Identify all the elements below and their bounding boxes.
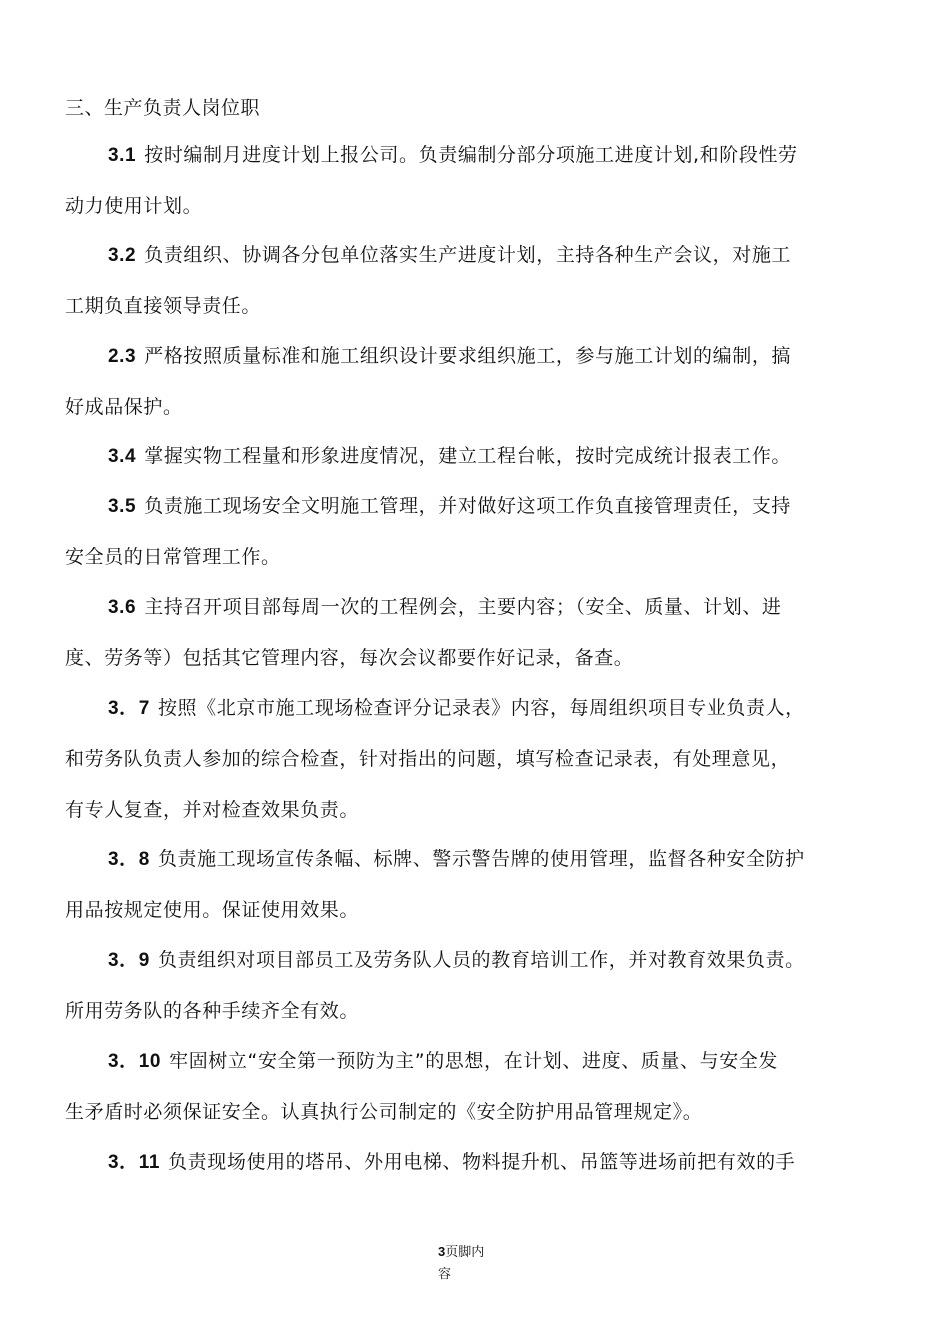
- paragraph-line: 生矛盾时必须保证安全。认真执行公司制定的《安全防护用品管理规定》。: [65, 1101, 703, 1123]
- paragraph-line: 负责施工现场安全文明施工管理，并对做好这项工作负直接管理责任，支持: [144, 495, 792, 517]
- paragraph-line: 负责组织对项目部员工及劳务队人员的教育培训工作，并对教育效果负责。: [157, 949, 805, 971]
- paragraph-line: 按时编制月进度计划上报公司。负责编制分部分项施工进度计划,和阶段性劳: [144, 144, 798, 166]
- paragraph-3-2: [65, 230, 890, 332]
- clause-number: 3．9: [108, 950, 150, 971]
- paragraph-line: 安全员的日常管理工作。: [65, 546, 281, 568]
- page-number: 3: [438, 1244, 446, 1259]
- clause-number: 3.2: [108, 245, 137, 266]
- clause-number: 3．10: [108, 1051, 162, 1072]
- paragraph-3-8: [65, 834, 890, 936]
- paragraph-3-6: [65, 582, 890, 684]
- paragraph-line: 掌握实物工程量和形象进度情况，建立工程台帐，按时完成统计报表工作。: [144, 445, 792, 467]
- paragraph-3-9: [65, 935, 890, 1037]
- paragraph-line: 按照《北京市施工现场检查评分记录表》内容，每周组织项目专业负责人，: [157, 697, 805, 719]
- paragraph-line: 和劳务队负责人参加的综合检查，针对指出的问题，填写检查记录表，有处理意见，: [65, 748, 791, 770]
- paragraph-line: 负责组织、协调各分包单位落实生产进度计划，主持各种生产会议，对施工: [144, 244, 792, 266]
- paragraph-line: 动力使用计划。: [65, 195, 203, 217]
- paragraph-line: 好成品保护。: [65, 396, 183, 418]
- paragraph-3-11: [65, 1137, 890, 1188]
- paragraph-3-7: [65, 683, 890, 836]
- paragraph-2-3: [65, 331, 890, 433]
- paragraph-line: 工期负直接领导责任。: [65, 295, 262, 317]
- paragraph-line: 主持召开项目部每周一次的工程例会，主要内容；（安全、质量、计划、进: [144, 596, 782, 618]
- paragraph-line: 负责施工现场宣传条幅、标牌、警示警告牌的使用管理，监督各种安全防护: [157, 848, 805, 870]
- clause-number: 3．8: [108, 849, 150, 870]
- paragraph-3-4: [65, 431, 890, 482]
- clause-number: 3.5: [108, 496, 137, 517]
- paragraph-line: 度、劳务等）包括其它管理内容，每次会议都要作好记录，备查。: [65, 647, 634, 669]
- clause-number: 3.1: [108, 145, 137, 166]
- paragraph-line: 所用劳务队的各种手续齐全有效。: [65, 1000, 360, 1022]
- page-footer: [438, 1241, 498, 1286]
- paragraph-3-5: [65, 481, 890, 583]
- clause-number: 2.3: [108, 346, 137, 367]
- clause-number: 3．7: [108, 698, 150, 719]
- paragraph-line: 负责现场使用的塔吊、外用电梯、物料提升机、吊篮等进场前把有效的手: [168, 1151, 796, 1173]
- clause-number: 3.6: [108, 597, 137, 618]
- paragraph-3-1: [65, 130, 890, 232]
- paragraph-3-10: [65, 1036, 890, 1138]
- paragraph-line: 牢固树立“安全第一预防为主”的思想，在计划、进度、质量、与安全发: [169, 1050, 778, 1072]
- footer-text: 页脚内: [445, 1245, 485, 1260]
- paragraph-line: 有专人复查，并对检查效果负责。: [65, 799, 360, 821]
- paragraph-line: 严格按照质量标准和施工组织设计要求组织施工，参与施工计划的编制，搞: [144, 345, 792, 367]
- paragraph-line: 用品按规定使用。保证使用效果。: [65, 899, 360, 921]
- clause-number: 3．11: [108, 1152, 161, 1173]
- footer-text-continued: 容: [438, 1267, 452, 1282]
- section-heading: 三、生产负责人岗位职: [65, 97, 261, 119]
- clause-number: 3.4: [108, 446, 137, 467]
